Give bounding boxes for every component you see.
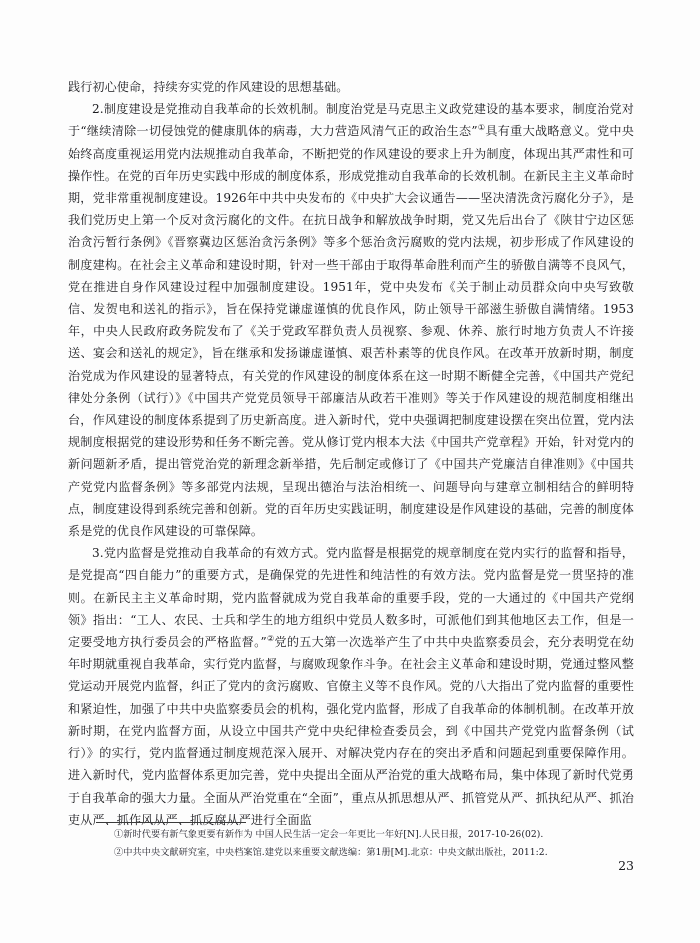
footnote-entry bbox=[114, 845, 634, 861]
footnote-reference-marker[interactable]: ① bbox=[477, 123, 486, 133]
footnote-text: 新时代要有新气象更要有新作为 中国人民生活一定会一年更比一年好[N].人民日报，2017-10-26(02). bbox=[123, 829, 544, 840]
footnote-marker: ② bbox=[114, 847, 124, 858]
footnote-separator-rule bbox=[96, 822, 246, 823]
paragraph-continuation: 践行初心使命，持续夯实党的作风建设的思想基础。 bbox=[68, 80, 349, 94]
footnote-marker: ① bbox=[114, 829, 124, 840]
footnote-entry bbox=[114, 827, 634, 843]
body-text-block bbox=[68, 76, 634, 831]
footnote-section bbox=[68, 822, 634, 863]
paragraph-institution-building: 2.制度建设是党推动自我革命的长效机制。制度治党是马克思主义政党建设的基本要求，制度治党对于“继续清除一切侵蚀党的健康肌体的病毒，大力营造风清气正的政治生态”①具有重大战略意义。党中央始终高度重视运用党内法规推动自我革命，不断把党的作风建设的要求上升为制度，体现出其严肃性和可操作性。在党的百年历史实践中形成的制度体系，形成党推动自我革命的长效机制。在新民主主义革命时期，党非常重视制度建设。1926年中共中央发布的《中央扩大会议通告——坚决清洗贪污腐化分子》，是我们党历史上第一个反对贪污腐化的文件。在抗日战争和解放战争时期，党又先后出台了《陕甘宁边区惩治贪污暂行条例》《晋察冀边区惩治贪污条例》等多个惩治贪污腐败的党内法规，初步形成了作风建设的制度建构。在社会主义革命和建设时期，针对一些干部由于取得革命胜利而产生的骄傲自满等不良风气，党在推进自身作风建设过程中加强制度建设。1951年，党中央发布《关于制止动员群众向中央写致敬信、发贺电和送礼的指示》，旨在保持党谦虚谨慎的优良作风，防止领导干部滋生骄傲自满情绪。1953年，中央人民政府政务院发布了《关于党政军群负责人员视察、参观、休养、旅行时地方负责人不许接送、宴会和送礼的规定》，旨在继承和发扬谦虚谨慎、艰苦朴素等的优良作风。在改革开放新时期，制度治党成为作风建设的显著特点，有关党的作风建设的制度体系在这一时期不断健全完善，《中国共产党纪律处分条例（试行）》《中国共产党党员领导干部廉洁从政若干准则》等关于作风建设的规范制度相继出台，作风建设的制度体系提到了历史新高度。进入新时代，党中央强调把制度建设摆在突出位置，党内法规制度根据党的建设形势和任务不断完善。党从修订党内根本大法《中国共产党章程》开始，针对党内的新问题新矛盾，提出管党治党的新理念新举措，先后制定或修订了《中国共产党廉洁自律准则》《中国共产党党内监督条例》等多部党内法规，呈现出德治与法治相统一、问题导向与建章立制相结合的鲜明特点，制度建设得到系统完善和创新。党的百年历史实践证明，制度建设是作风建设的基础，完善的制度体系是党的优良作风建设的可靠保障。 bbox=[68, 102, 634, 539]
footnote-reference-marker[interactable]: ② bbox=[266, 634, 275, 644]
footnote-text: 中共中央文献研究室，中央档案馆.建党以来重要文献选编：第1册[M].北京：中央文献出版社，2011:2. bbox=[123, 847, 548, 858]
paragraph-intraparty-supervision: 3.党内监督是党推动自我革命的有效方式。党内监督是根据党的规章制度在党内实行的监督和指导，是党提高“四自能力”的重要方式，是确保党的先进性和纯洁性的有效方法。党内监督是党一贯坚持的准则。在新民主主义革命时期，党内监督就成为党自我革命的重要手段，党的一大通过的《中国共产党纲领》指出：“工人、农民、士兵和学生的地方组织中党员人数多时，可派他们到其他地区去工作，但是一定要受地方执行委员会的严格监督。”②党的五大第一次选举产生了中共中央监察委员会，充分表明党在幼年时期就重视自我革命，实行党内监督，与腐败现象作斗争。在社会主义革命和建设时期，党通过整风整党运动开展党内监督，纠正了党内的贪污腐败、官僚主义等不良作风。党的八大指出了党内监督的重要性和紧迫性，加强了中共中央监察委员会的机构，强化党内监督，形成了自我革命的体制机制。在改革开放新时期，在党内监督方面，从设立中国共产党中央纪律检查委员会，到《中国共产党党内监督条例（试行）》的实行，党内监督通过制度规范深入展开、对解决党内存在的突出矛盾和问题起到重要保障作用。进入新时代，党内监督体系更加完善，党中央提出全面从严治党的重大战略布局，集中体现了新时代党勇于自我革命的强大力量。全面从严治党重在“全面”，重点从抓思想从严、抓管党从严、抓执纪从严、抓治吏从严、抓作风从严、抓反腐从严进行全面监 bbox=[68, 546, 634, 827]
page-number: 23 bbox=[618, 858, 634, 873]
